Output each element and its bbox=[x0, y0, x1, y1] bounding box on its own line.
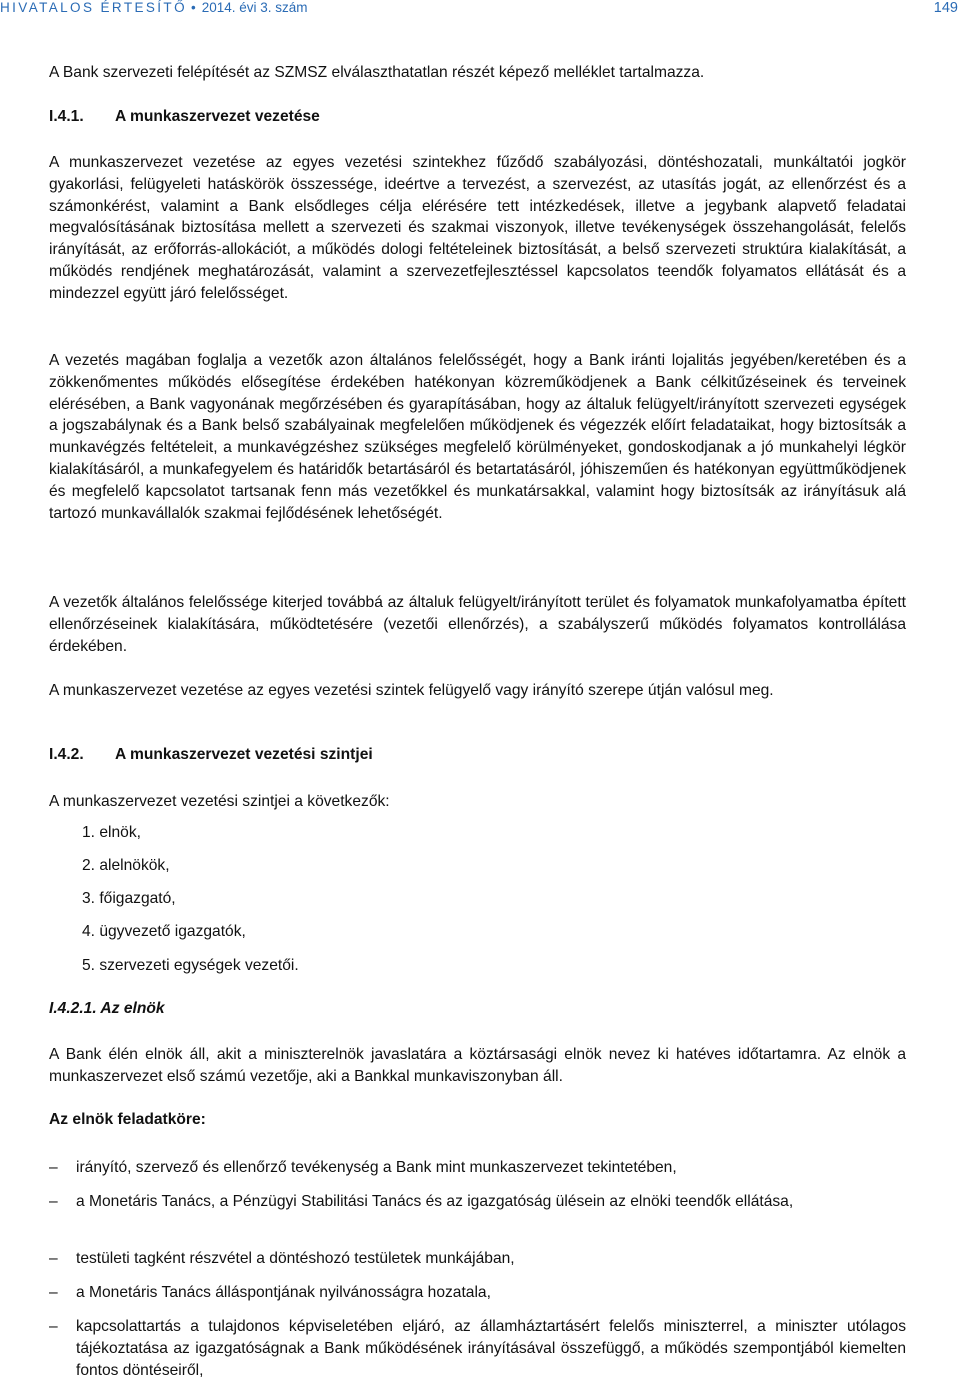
paragraph-management-definition: A munkaszervezet vezetése az egyes vezetési szintekhez fűződő szabályozási, döntéshozatali, munkáltatói jogkör gyakorlási, felügyeleti hatáskörök összessége, ideértve a tervezést, a szervezést, az utasítás jogát, az ellenőrzést és a számonkérést, valamint a Bank elsődleges célja elérésére tett intézkedések, illetve a jegybank alapvető feladatai megvalósításának biztosítása mellett a szervezeti és szakmai viszonyok, illetve tevékenységek összehangolását, felelős irányítását, az erőforrás-allokációt, a működés dologi feltételeinek biztosítását, a belső szervezeti struktúra kialakítását, a működés rendjének meghatározását, valamint a szervezetfejlesztéssel kapcsolatos teendők folyamatos ellátását és a mindezzel együtt járó felelősséget. bbox=[49, 154, 906, 302]
list-item bbox=[49, 1248, 906, 1270]
list-item bbox=[49, 1282, 906, 1304]
dash-bullet: – bbox=[49, 1284, 58, 1301]
dash-bullet: – bbox=[49, 1159, 58, 1176]
section-heading-4-1 bbox=[49, 108, 320, 126]
paragraph-president-appointment: A Bank élén elnök áll, akit a miniszterelnök javaslatára a köztársasági elnök nevez ki hatéves időtartamra. Az elnök a munkaszervezet első számú vezetője, aki a Bankkal munkaviszonyban áll. bbox=[49, 1046, 906, 1085]
journal-issue: 2014. évi 3. szám bbox=[201, 0, 308, 15]
list-item bbox=[49, 1191, 906, 1213]
list-item: 3. főigazgató, bbox=[82, 890, 176, 907]
dash-bullet: – bbox=[49, 1318, 58, 1335]
section-number: I.4.1. bbox=[49, 108, 84, 125]
section-heading-4-2 bbox=[49, 746, 373, 764]
list-item: kapcsolattartás a tulajdonos képviseletében eljáró, az államháztartásért felelős miniszterrel, a miniszter utólagos tájékoztatása az igazgatóságnak a Bank működésének irányításával összefüggő, a működés szempontjából kiemelten fontos döntéseiről, bbox=[76, 1318, 906, 1379]
paragraph-management-levels-role: A munkaszervezet vezetése az egyes vezetési szintek felügyelő vagy irányító szerepe útján valósul meg. bbox=[49, 682, 774, 699]
duty-text: a Monetáris Tanács álláspontjának nyilvánosságra hozatala, bbox=[76, 1284, 491, 1301]
journal-name: HIVATALOS ÉRTESÍTŐ bbox=[0, 0, 187, 15]
list-item: 4. ügyvezető igazgatók, bbox=[82, 923, 246, 940]
duty-text: a Monetáris Tanács, a Pénzügyi Stabilitási Tanács és az igazgatóság ülésein az elnöki teendők ellátása, bbox=[76, 1193, 794, 1210]
list-item: 1. elnök, bbox=[82, 824, 141, 841]
list-item bbox=[49, 1157, 906, 1179]
levels-intro: A munkaszervezet vezetési szintjei a következők: bbox=[49, 793, 390, 810]
section-title: A munkaszervezet vezetési szintjei bbox=[115, 746, 373, 763]
page-number: 149 bbox=[933, 0, 958, 16]
list-item: 2. alelnökök, bbox=[82, 857, 170, 874]
header-separator: • bbox=[190, 0, 196, 15]
dash-bullet: – bbox=[49, 1250, 58, 1267]
duty-text: irányító, szervező és ellenőrző tevékenység a Bank mint munkaszervezet tekintetében, bbox=[76, 1159, 677, 1176]
duties-heading: Az elnök feladatköre: bbox=[49, 1111, 206, 1128]
journal-title bbox=[0, 0, 308, 15]
duty-text: testületi tagként részvétel a döntéshozó testületek munkájában, bbox=[76, 1250, 515, 1267]
page-header bbox=[0, 0, 960, 20]
paragraph-control-responsibility: A vezetők általános felelőssége kiterjed továbbá az általuk felügyelt/irányított terület és folyamatok munkafolyamatba épített ellenőrzéseinek kialakítására, működtetésére (vezetői ellenőrzés), a szabályszerű működés folyamatos kontrollálása érdekében. bbox=[49, 594, 906, 655]
dash-bullet: – bbox=[49, 1193, 58, 1210]
list-item: 5. szervezeti egységek vezetői. bbox=[82, 957, 299, 974]
section-number: I.4.2. bbox=[49, 746, 84, 763]
section-title: A munkaszervezet vezetése bbox=[115, 108, 320, 125]
intro-paragraph: A Bank szervezeti felépítését az SZMSZ elválaszthatatlan részét képező melléklet tartalmazza. bbox=[49, 64, 705, 81]
paragraph-management-responsibility: A vezetés magában foglalja a vezetők azon általános felelősségét, hogy a Bank iránti lojalitás jegyében/keretében és a zökkenőmentes működés elősegítése érdekében hatékonyan közreműködjenek a Bank célkitűzéseinek és terveinek elérésében, a Bank vagyonának megőrzésében és gyarapításában, hogy az általuk felügyelt/irányított szervezeti egységek a jogszabálynak és a Bank belső szabályainak megfelelően működjenek és végezzék előírt feladataikat, hogy biztosítsák a munkavégzés feltételeit, a munkavégzéshez szükséges megfelelő körülményeket, gondoskodjanak a jó munkahelyi légkör kialakításáról, a munkafegyelem és határidők betartásáról és betartatásáról, jóhiszeműen és hatékonyan együttműködjenek és megfelelő kapcsolatot tartsanak fenn más vezetőkkel és munkatársakkal, valamint hogy biztosítsák az irányításuk alá tartozó munkavállalók szakmai fejlődésének lehetőségét. bbox=[49, 352, 906, 522]
subsection-heading-president: I.4.2.1. Az elnök bbox=[49, 1000, 165, 1017]
